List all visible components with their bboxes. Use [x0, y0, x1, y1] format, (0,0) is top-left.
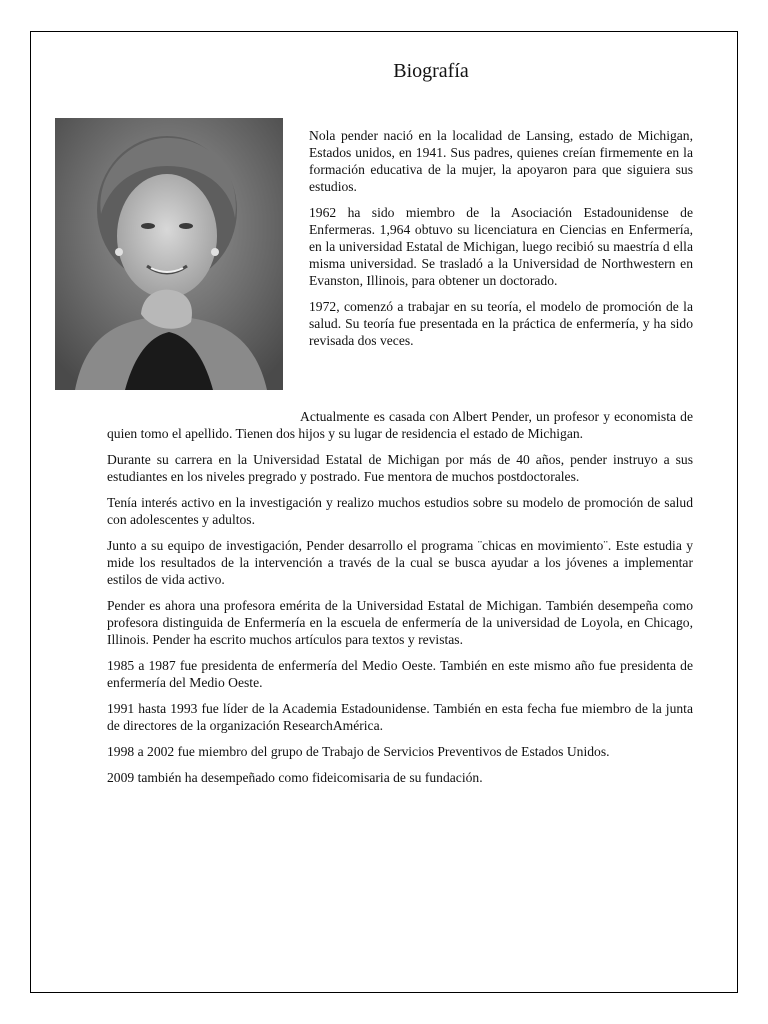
paragraph-1991: 1991 hasta 1993 fue líder de la Academia Estadounidense. También en esta fecha fue miembro de la junta de directores de la organización ResearchAmérica.	[107, 701, 693, 733]
paragraph-theory: 1972, comenzó a trabajar en su teoría, el modelo de promoción de la salud. Su teoría fue presentada en la práctica de enfermería, y ha sido revisada dos veces.	[309, 299, 693, 348]
paragraph-1985: 1985 a 1987 fue presidenta de enfermería del Medio Oeste. También en este mismo año fue presidenta de enfermería del Medio Oeste.	[107, 658, 693, 690]
intro-column	[309, 127, 693, 358]
paragraph-2009: 2009 también ha desempeñado como fideicomisaria de su fundación.	[107, 770, 483, 785]
paragraph-birth: Nola pender nació en la localidad de Lansing, estado de Michigan, Estados unidos, en 1941. Sus padres, quienes creían firmemente en la formación educativa de la mujer, la apoyaron para que siguiera sus estudios.	[309, 128, 693, 194]
paragraph-education: 1962 ha sido miembro de la Asociación Estadounidense de Enfermeras. 1,964 obtuvo su licenciatura en Ciencias en Enfermería, en la universidad Estatal de Michigan, luego recibió su maestría d ella misma universidad. Se trasladó a la Universidad de Northwestern en Evanston, Illinois, para obtener un doctorado.	[309, 205, 693, 288]
paragraph-research: Tenía interés activo en la investigación y realizo muchos estudios sobre su modelo de promoción de salud con adolescentes y adultos.	[107, 495, 693, 527]
document-page	[30, 31, 738, 993]
body-text	[107, 408, 693, 795]
paragraph-family: Actualmente es casada con Albert Pender, un profesor y economista de quien tomo el apellido. Tienen dos hijos y su lugar de residencia el estado de Michigan.	[107, 409, 693, 441]
paragraph-emerita: Pender es ahora una profesora emérita de la Universidad Estatal de Michigan. También desempeña como profesora distinguida de Enfermería en la escuela de enfermería de la universidad de Loyola, en Chicago, Illinois. Pender ha escrito muchos artículos para textos y revistas.	[107, 598, 693, 647]
paragraph-program: Junto a su equipo de investigación, Pender desarrollo el programa ¨chicas en movimiento¨. Este estudia y mide los resultados de la intervención a través de la cual se busca ayudar a los jóvenes a implementar estilos de vida activo.	[107, 538, 693, 587]
paragraph-career: Durante su carrera en la Universidad Estatal de Michigan por más de 40 años, pender instruyo a sus estudiantes en los niveles pregrado y postrado. Fue mentora de muchos postdoctorales.	[107, 452, 693, 484]
portrait-image	[55, 118, 283, 390]
portrait-photo	[55, 118, 283, 390]
paragraph-1998: 1998 a 2002 fue miembro del grupo de Trabajo de Servicios Preventivos de Estados Unidos.	[107, 744, 610, 759]
page-title: Biografía	[393, 60, 469, 82]
